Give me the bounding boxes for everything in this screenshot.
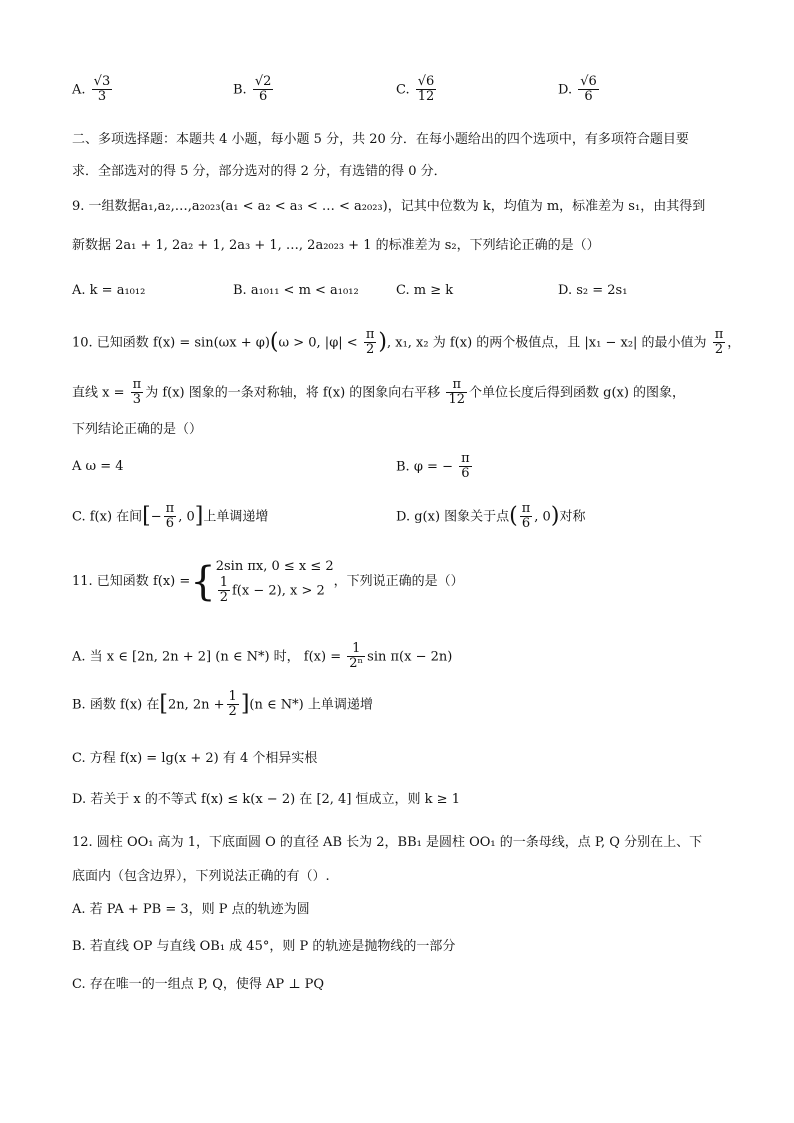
- fraction: [416, 75, 437, 105]
- q9-option-d: D. s₂ = 2s₁: [558, 283, 628, 298]
- piecewise-cases: [216, 558, 334, 605]
- case-2: [216, 576, 334, 606]
- denominator: 2: [365, 342, 375, 358]
- q10-option-d: [396, 502, 585, 532]
- option-text-tail: 上单调递增: [203, 509, 269, 525]
- option-text: A. 当 x ∈ [2n, 2n + 2] (n ∈ N*) 时， f(x) =: [72, 649, 342, 665]
- option-letter: D.: [558, 82, 573, 98]
- denominator: 3: [132, 392, 142, 408]
- denominator: 12: [417, 89, 435, 105]
- interval: 2n, 2n +: [167, 697, 225, 713]
- option-letter: A.: [72, 82, 86, 98]
- option-text: B. φ = −: [396, 459, 453, 475]
- denominator: 2: [219, 589, 228, 605]
- q9-stem-line1: 9. 一组数据a₁,a₂,…,a₂₀₂₃(a₁ < a₂ < a₃ < … < a₂₀₂₃)，记其中位数为 k，均值为 m，标准差为 s₁，由其得到: [72, 199, 706, 214]
- q10-shift-text: 为 f(x) 图象的一条对称轴，将 f(x) 的图象向右平移: [145, 385, 441, 401]
- case-1: 2sin πx, 0 ≤ x ≤ 2: [215, 559, 334, 574]
- denominator: 2: [228, 704, 237, 720]
- right-bracket: ]: [194, 503, 204, 529]
- denominator: 12: [448, 392, 465, 408]
- denominator: 6: [461, 466, 470, 482]
- numerator: √2: [254, 74, 272, 89]
- numerator: √3: [93, 74, 111, 89]
- option-text-tail: sin π(x − 2n): [367, 649, 453, 665]
- right-paren: ): [550, 503, 560, 529]
- denominator: 2ⁿ: [349, 656, 364, 672]
- q9-option-c: C. m ≥ k: [396, 283, 454, 298]
- q11-option-d: D. 若关于 x 的不等式 f(x) ≤ k(x − 2) 在 [2, 4] 恒成立，则 k ≥ 1: [72, 792, 460, 807]
- left-bracket: [: [159, 691, 168, 717]
- q8-option-c: [396, 75, 438, 105]
- right-bracket: ]: [240, 691, 250, 717]
- q10-option-c: [72, 502, 268, 532]
- q10-condition: ω > 0, |φ| <: [278, 335, 358, 351]
- q10-function: 10. 已知函数 f(x) = sin(ωx + φ): [72, 335, 270, 351]
- fraction-pi-over-6: [164, 502, 177, 532]
- fraction-pi-over-6: [459, 452, 472, 482]
- numerator: π: [446, 378, 467, 393]
- fraction-pi-over-2: [713, 328, 726, 358]
- q11-stem: [72, 558, 464, 605]
- right-paren: ): [378, 329, 387, 355]
- denominator: 6: [258, 89, 268, 105]
- numerator: √6: [417, 74, 435, 89]
- brace-icon: {: [190, 558, 216, 605]
- option-text: D. g(x) 图象关于点: [396, 509, 510, 525]
- option-text: B. 函数 f(x) 在: [72, 697, 160, 713]
- fraction-half: [227, 690, 239, 720]
- fraction-pi-over-6: [520, 502, 533, 532]
- case-2-text: f(x − 2), x > 2: [232, 582, 325, 598]
- q10-extrema-text: , x₁, x₂ 为 f(x) 的两个极值点，且 |x₁ − x₂| 的最小值为: [386, 335, 707, 351]
- section-heading-line1: 二、多项选择题：本题共 4 小题，每小题 5 分，共 20 分．在每小题给出的四个选项中，有多项符合题目要: [72, 132, 689, 147]
- fraction-half: [218, 576, 230, 606]
- q9-option-b: B. a₁₀₁₁ < m < a₁₀₁₂: [233, 283, 359, 298]
- denominator: 3: [97, 89, 107, 105]
- fraction: [92, 75, 113, 105]
- q8-option-d: [558, 75, 601, 105]
- numerator: π: [132, 377, 142, 392]
- fraction: [253, 75, 274, 105]
- q12-option-b: B. 若直线 OP 与直线 OB₁ 成 45°，则 P 的轨迹是抛物线的一部分: [72, 939, 456, 954]
- numerator: √6: [580, 74, 597, 89]
- option-text: C. f(x) 在间: [72, 509, 143, 525]
- numerator: 1: [347, 642, 365, 657]
- denominator: 6: [584, 89, 593, 105]
- option-text-tail: 对称: [559, 509, 586, 525]
- q12-stem-line1: 12. 圆柱 OO₁ 高为 1，下底面圆 O 的直径 AB 长为 2，BB₁ 是圆柱 OO₁ 的一条母线，点 P, Q 分别在上、下: [72, 835, 703, 850]
- left-paren: (: [509, 503, 518, 529]
- fraction-pi-over-3: [131, 378, 144, 408]
- q8-option-a: [72, 75, 114, 105]
- q12-option-c: C. 存在唯一的一组点 P, Q，使得 AP ⊥ PQ: [72, 977, 325, 992]
- left-paren: (: [269, 329, 279, 355]
- fraction-pi-over-12: [446, 378, 467, 408]
- fraction: [578, 75, 599, 105]
- numerator: 1: [219, 574, 228, 590]
- q11-option-b: [72, 690, 373, 720]
- fraction-pi-over-2: [364, 328, 377, 358]
- q10-result-text: 个单位长度后得到函数 g(x) 的图象，: [468, 385, 686, 401]
- fraction-one-over-2n: [347, 642, 365, 672]
- numerator: 1: [228, 689, 237, 704]
- q10-option-a: A ω = 4: [72, 459, 124, 474]
- q11-function: 11. 已知函数 f(x) =: [72, 573, 191, 589]
- q10-axis-text: 直线 x =: [72, 385, 125, 401]
- left-bracket: [: [142, 503, 151, 529]
- q10-stem-line1: 10. 已知函数 f(x) = sin(ωx + φ)(ω > 0, |φ| < $\frac{\pi}{2}$ ), x₁, x₂ 为 f(x) 的两个极值点，且 |x₁ − x₂| 的最小值为 $\frac{\pi}{2}$ ，: [72, 327, 741, 358]
- option-letter: C.: [396, 82, 410, 98]
- point-coord: , 0: [534, 509, 551, 525]
- q11-question: ，下列说正确的是（）: [333, 573, 464, 589]
- numerator: π: [365, 327, 375, 342]
- q12-stem-line2: 底面内（包含边界），下列说法正确的有（）.: [72, 869, 330, 884]
- q10-stem-line2: [72, 378, 685, 408]
- numerator: π: [461, 451, 470, 466]
- numerator: π: [521, 501, 531, 516]
- option-text-tail: (n ∈ N*) 上单调递增: [249, 697, 373, 713]
- interval-end: , 0: [178, 509, 195, 525]
- option-letter: B.: [233, 82, 247, 98]
- numerator: π: [165, 501, 175, 516]
- numerator: π: [714, 327, 724, 342]
- q12-option-a: A. 若 PA + PB = 3，则 P 点的轨迹为圆: [72, 902, 310, 917]
- q11-option-a: [72, 642, 452, 672]
- denominator: 2: [714, 342, 724, 358]
- denominator: 6: [521, 516, 531, 532]
- q10-option-b: [396, 452, 474, 482]
- q9-stem-line2: 新数据 2a₁ + 1, 2a₂ + 1, 2a₃ + 1, …, 2a₂₀₂₃ + 1 的标准差为 s₂，下列结论正确的是（）: [72, 238, 600, 253]
- minus-sign: −: [150, 509, 162, 525]
- q9-option-a: A. k = a₁₀₁₂: [72, 283, 146, 298]
- denominator: 6: [165, 516, 175, 532]
- q11-option-c: C. 方程 f(x) = lg(x + 2) 有 4 个相异实根: [72, 751, 318, 766]
- section-heading-line2: 求．全部选对的得 5 分，部分选对的得 2 分，有选错的得 0 分．: [72, 164, 447, 179]
- q8-option-b: [233, 75, 275, 105]
- q10-stem-line3: 下列结论正确的是（）: [72, 422, 203, 437]
